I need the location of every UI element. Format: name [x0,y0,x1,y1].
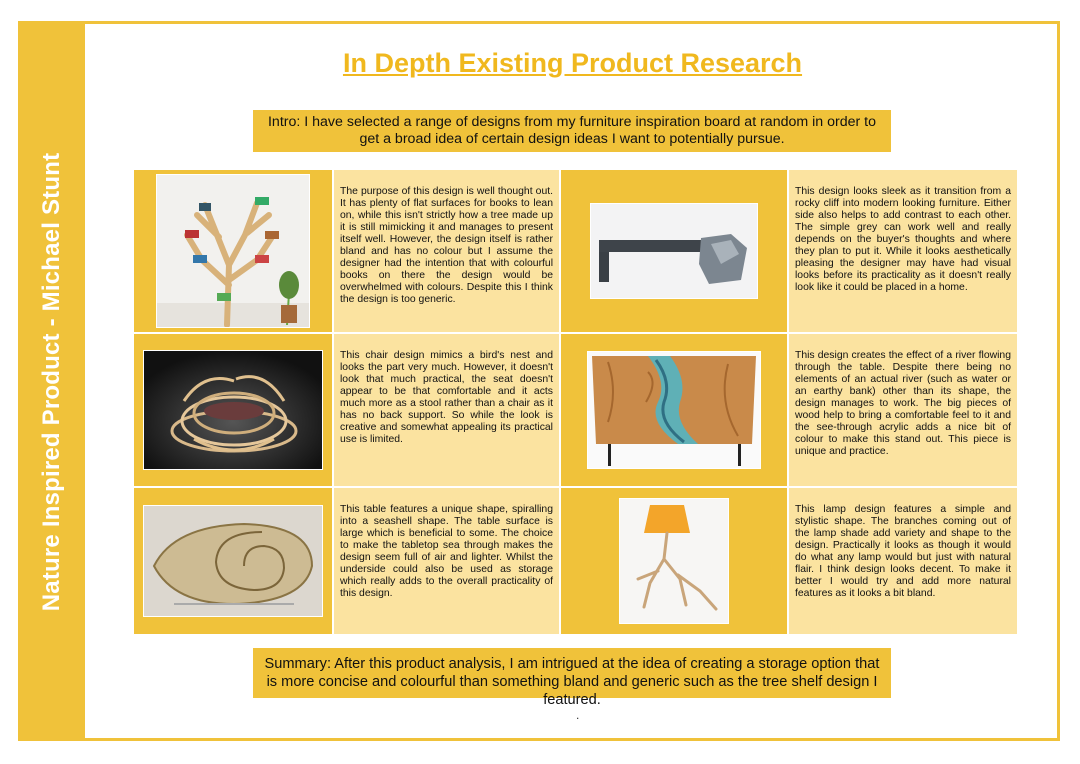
product-image-cell [134,488,332,634]
seashell-table-image [143,505,323,617]
rock-bench-image [590,203,758,299]
product-description: This design creates the effect of a river flowing through the table. Despite there being no elements of an actual river (such as water or an earthy bank) other than its shape, the design manages to work. The big pieces of wood help to bring a comfortable feel to it and the see-through acrylic adds a nice bit of colour to make this stand out. This piece is unique and practice. [789,334,1017,486]
intro-text: Intro: I have selected a range of designs from my furniture inspiration board at random in order to get a broad idea of certain design ideas I want to potentially pursue. [267,114,877,147]
river-table-image [587,351,761,469]
product-image-cell [561,334,787,486]
product-image-cell [134,170,332,332]
product-image-cell [561,488,787,634]
product-description: This design looks sleek as it transition from a rocky cliff into modern looking furniture. Either side also helps to add contrast to each other. The simple grey can work well and really depends on the buyer's thoughts and where they plan to put it. While it looks aesthetically pleasing the designer may have had visual looks before its practicality as it doesn't really look like it could be placed in a home. [789,170,1017,332]
sidebar-title: Nature Inspired Product - Michael Stunt [38,152,65,612]
summary-text: Summary: After this product analysis, I am intrigued at the idea of creating a storage option that is more concise and colourful than something bland and generic such as the tree shelf design I featured. [264,656,880,708]
page-title: In Depth Existing Product Research [342,48,803,78]
footer-mark: . [576,708,580,722]
product-grid [134,170,1011,630]
tree-bookshelf-image [156,174,310,328]
branch-lamp-image [619,498,729,624]
product-description: This lamp design features a simple and stylistic shape. The branches coming out of the lamp shade add variety and shape to the design. Practically it looks as though it would do what any lamp would but just with natural flair. I think design looks decent. To make it better I would try and add more natural features as it looks a bit bland. [789,488,1017,634]
summary-box [253,648,891,708]
product-image-cell [134,334,332,486]
product-description: This chair design mimics a bird's nest and looks the part very much. However, it doesn't look that much practical, the seat doesn't appear to be that comfortable and it acts much more as a stool rather than a chair as it has no back support. So while the look is creative and somewhat appealing its practical use is limited. [334,334,559,486]
product-description: This table features a unique shape, spiralling into a seashell shape. The table surface is large which is beneficial to some. The choice to make the tabletop sea through makes the design seem full of air and lighter. Whilst the underside could also be used as storage which really adds to the overall practicality of this design. [334,488,559,634]
intro-box [253,110,891,152]
product-description: The purpose of this design is well thought out. It has plenty of flat surfaces for books to lean on, while this isn't strictly how a tree made up it is still mimicking it and manages to present itself well. However, the design itself is rather bland and has no colour but I assume the designer had the intention that with colourful books on there the design would be overwhelmed with colours. Despite this I think the design is too generic. [334,170,559,332]
product-image-cell [561,170,787,332]
nest-chair-image [143,350,323,470]
